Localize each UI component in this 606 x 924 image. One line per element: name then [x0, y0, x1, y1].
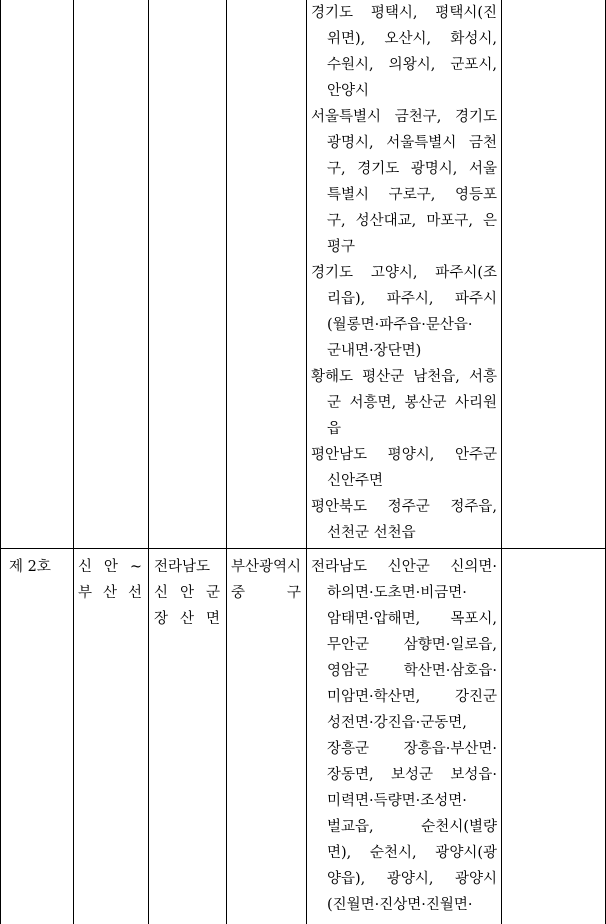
- route-number: [9, 554, 67, 580]
- route-area-line: 무안군 삼향면·일로읍,: [327, 637, 497, 653]
- column-divider-3: [226, 0, 227, 924]
- route-area-block-2: [311, 104, 497, 260]
- route-area-line: 리읍), 파주시, 파주시: [327, 291, 497, 307]
- route-area-line: 서울특별시 금천구, 경기도: [311, 109, 497, 125]
- route-area-block-row2: [311, 554, 497, 918]
- column-divider-5: [501, 0, 502, 924]
- route-area-line: 경기도 고양시, 파주시(조: [311, 265, 497, 281]
- route-area-line: 하의면·도초면·비금면·: [327, 585, 467, 601]
- route-area-line: 영암군 학산면·삼호읍·: [327, 663, 497, 679]
- route-area-line: 광명시, 서울특별시 금천: [327, 135, 497, 151]
- route-name-line: 부 산 선: [78, 585, 142, 601]
- route-area-block-1: [311, 0, 497, 104]
- route-area-line: 성전면·강진읍·군동면,: [327, 715, 467, 731]
- route-origin-line: 신 안 군: [154, 585, 220, 601]
- route-area-line: 군 서흥면, 봉산군 사리원: [327, 395, 497, 411]
- route-area-block-5: [311, 442, 497, 494]
- route-area-line: 수원시, 의왕시, 군포시,: [327, 57, 497, 73]
- route-number-text: 제 2호: [9, 559, 51, 575]
- route-area-line: 전라남도 신안군 신의면·: [311, 559, 497, 575]
- route-area-line: 군내면·장단면): [327, 343, 422, 359]
- route-area-line: 평안북도 정주군 정주읍,: [311, 499, 497, 515]
- route-area-line: 면), 순천시, 광양시(광: [327, 845, 497, 861]
- row-divider: [0, 548, 606, 549]
- route-area-line: 미암면·학산면, 강진군: [327, 689, 497, 705]
- route-area-line: 황해도 평산군 남천읍, 서흥: [311, 369, 497, 385]
- route-area-line: 구, 경기도 광명시, 서울: [327, 161, 497, 177]
- route-area-line: 신안주면: [327, 473, 384, 489]
- route-terminus-line: 중 구: [231, 585, 301, 601]
- route-area-line: (월롱면·파주읍·문산읍·: [327, 317, 473, 333]
- route-area-line: 특별시 구로구, 영등포: [327, 187, 497, 203]
- column-divider-2: [148, 0, 149, 924]
- route-area-line: 평안남도 평양시, 안주군: [311, 447, 497, 463]
- route-area-line: 선천군 선천읍: [327, 525, 416, 541]
- route-area-line: 경기도 평택시, 평택시(진: [311, 5, 497, 21]
- route-area-block-4: [311, 364, 497, 442]
- table-border-left: [0, 0, 1, 924]
- route-area-block-6: [311, 494, 497, 546]
- route-origin: [154, 554, 220, 632]
- route-terminus: [231, 554, 301, 606]
- route-terminus-line: 부산광역시: [231, 559, 302, 575]
- column-divider-1: [73, 0, 74, 924]
- route-area-line: 구, 성산대교, 마포구, 은: [327, 213, 497, 229]
- route-area-line: 미력면·득량면·조성면·: [327, 793, 467, 809]
- route-area-line: 장동면, 보성군 보성읍·: [327, 767, 497, 783]
- route-area-line: 장흥군 장흥읍·부산면·: [327, 741, 497, 757]
- route-name: [78, 554, 142, 606]
- route-area-line: 암태면·압해면, 목포시,: [327, 611, 497, 627]
- route-area-line: 읍: [327, 421, 342, 437]
- route-area-line: (진월면·진상면·진월면·: [327, 897, 473, 913]
- route-area-block-3: [311, 260, 497, 364]
- column-divider-4: [306, 0, 307, 924]
- route-name-line: 신 안 ~: [78, 559, 142, 575]
- route-area-line: 벌교읍, 순천시(별량: [327, 819, 497, 835]
- route-area-line: 평구: [327, 239, 356, 255]
- route-area-line: 위면), 오산시, 화성시,: [327, 31, 497, 47]
- route-area-line: 양읍), 광양시, 광양시: [327, 871, 497, 887]
- route-origin-line: 전라남도: [154, 559, 211, 575]
- route-area-line: 안양시: [327, 83, 370, 99]
- route-origin-line: 장 산 면: [154, 611, 220, 627]
